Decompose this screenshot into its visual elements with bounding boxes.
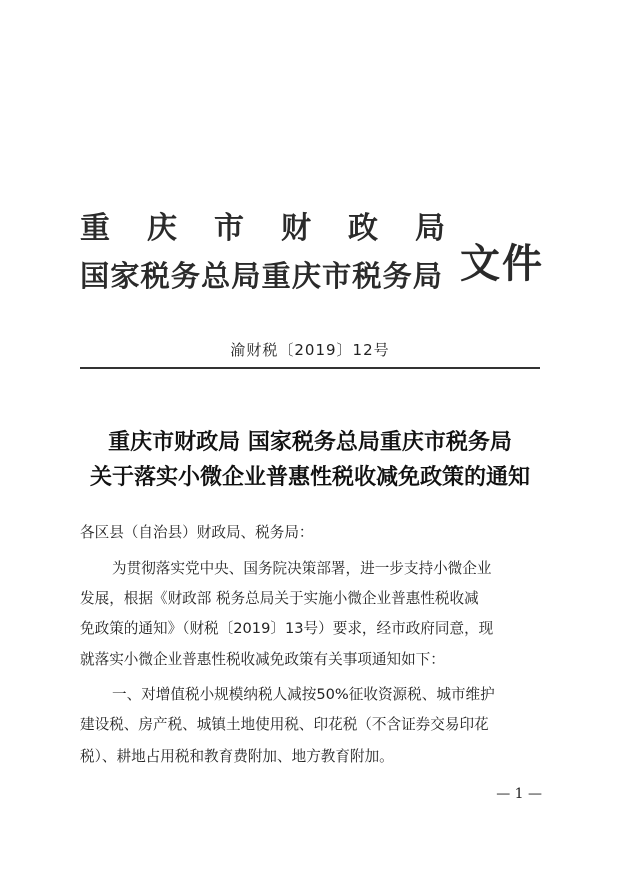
paragraph-line: 建设税、房产税、城镇土地使用税、印花税（不含证券交易印花 <box>80 716 489 733</box>
paragraph-line: 免政策的通知》（财税〔2019〕13号）要求，经市政府同意，现 <box>80 620 494 637</box>
paragraph-line: 为贯彻落实党中央、国务院决策部署，进一步支持小微企业 <box>112 560 492 577</box>
paragraph-line: 发展，根据《财政部 税务总局关于实施小微企业普惠性税收减 <box>80 590 479 607</box>
issuer-line-1 <box>80 211 445 246</box>
issuer-char: 财 <box>281 211 311 246</box>
issuer-char: 庆 <box>147 211 177 246</box>
header-divider <box>80 367 540 369</box>
document-number: 渝财税〔2019〕12号 <box>230 341 390 359</box>
document-title-line-1: 重庆市财政局 国家税务总局重庆市税务局 <box>108 429 512 455</box>
paragraph-line: 税）、耕地占用税和教育费附加、地方教育附加。 <box>80 748 394 765</box>
paragraph-line: 就落实小微企业普惠性税收减免政策有关事项通知如下： <box>80 651 445 668</box>
paragraph-line: 一、对增值税小规模纳税人减按50%征收资源税、城市维护 <box>112 686 495 703</box>
issuer-char: 政 <box>348 211 378 246</box>
document-type-label: 文件 <box>460 240 544 287</box>
addressee: 各区县（自治县）财政局、税务局： <box>80 524 314 541</box>
issuer-char: 市 <box>214 211 244 246</box>
issuer-char: 重 <box>80 211 110 246</box>
issuer-char: 局 <box>415 211 445 246</box>
document-title-line-2: 关于落实小微企业普惠性税收减免政策的通知 <box>89 464 530 490</box>
page-number: — 1 — <box>496 786 542 802</box>
issuer-line-2: 国家税务总局重庆市税务局 <box>80 259 443 293</box>
